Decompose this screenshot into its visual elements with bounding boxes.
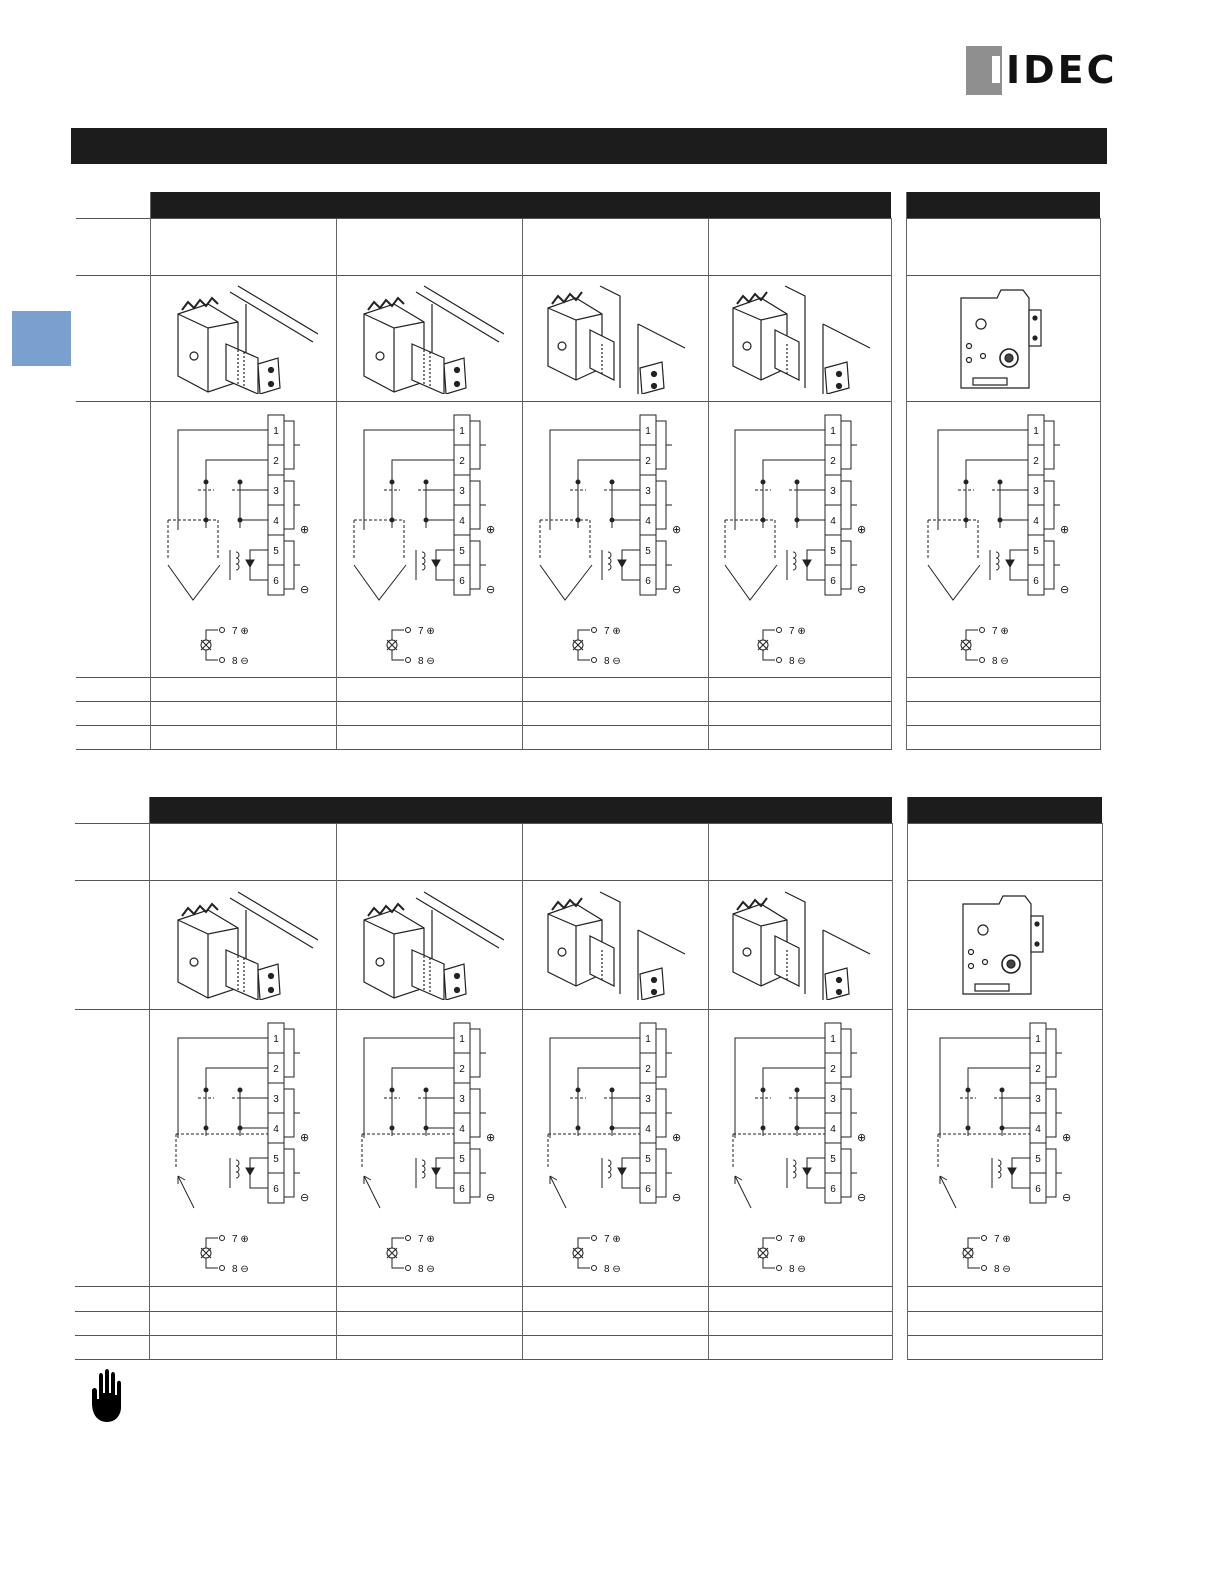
terminal-label: 7 ⊕ [418,625,435,637]
terminal-label: 3 [645,485,651,497]
terminal-label: 6 [272,1184,279,1195]
switch-illustration [522,276,708,402]
terminal-label: 8 ⊖ [232,655,249,667]
plus-icon: ⊕ [486,522,496,536]
terminal-label: 3 [459,485,465,497]
wiring-diagram [708,402,891,678]
terminal-label: 3 [645,1094,651,1105]
switch-illustration [522,881,708,1010]
column-header [149,797,336,824]
terminal-label: 2 [830,1064,836,1075]
terminal-label: 8 ⊖ [788,655,806,667]
illustration-row [75,881,1102,1010]
terminal-label: 3 [273,485,279,497]
section-side-tab [12,311,71,366]
minus-icon: ⊖ [856,582,866,596]
plus-icon: ⊕ [300,522,310,536]
model-row [75,824,1102,881]
terminal-label: 1 [829,425,836,437]
terminal-label: 8 ⊖ [789,1264,806,1275]
terminal-label: 6 [645,575,651,587]
terminal-label: 3 [830,1094,836,1105]
terminal-label: 6 [459,1184,465,1195]
terminal-label: 1 [645,425,651,437]
terminal-label: 1 [830,1034,836,1045]
spec-row [75,1287,1102,1312]
terminal-label: 8 ⊖ [231,1264,249,1275]
wiring-diagram [907,1010,1102,1287]
plus-icon: ⊕ [486,1131,496,1144]
terminal-label: 7 ⊕ [231,1234,249,1245]
column-header [522,797,708,824]
terminal-label: 4 [459,515,465,527]
terminal-label: 7 ⊕ [992,625,1009,637]
plus-icon: ⊕ [856,522,866,536]
minus-icon: ⊖ [672,582,682,596]
terminal-label: 7 ⊕ [604,1234,621,1245]
terminal-label: 1 [645,1034,651,1045]
terminal-label: 4 [459,1124,465,1135]
spec-table-1 [76,192,1101,750]
minus-icon: ⊖ [486,1191,496,1204]
illustration-row [76,276,1100,402]
hand-stop-icon [86,1369,126,1423]
terminal-label: 4 [273,515,279,527]
plus-icon: ⊕ [1060,522,1070,536]
wiring-diagram [522,1010,708,1287]
plus-icon: ⊕ [857,1131,867,1144]
spec-row [76,726,1100,750]
minus-icon: ⊖ [857,1191,867,1204]
column-header [150,192,336,219]
terminal-label: 6 [459,575,465,587]
switch-illustration [907,881,1102,1010]
terminal-label: 5 [1033,545,1039,557]
terminal-label: 1 [272,1034,279,1045]
column-header [336,192,522,219]
switch-illustration [336,276,522,402]
switch-illustration [150,276,336,402]
terminal-label: 5 [272,1154,279,1165]
terminal-label: 6 [273,575,279,587]
terminal-label: 6 [1033,575,1039,587]
terminal-label: 1 [1034,1034,1041,1045]
spec-row [75,1312,1102,1336]
wiring-diagram [336,402,522,678]
terminal-label: 7 ⊕ [789,1234,806,1245]
terminal-label: 4 [1034,1124,1041,1135]
minus-icon: ⊖ [300,582,310,596]
terminal-label: 2 [645,1064,651,1075]
terminal-label: 8 ⊖ [604,655,621,667]
terminal-label: 6 [830,1184,836,1195]
spec-row [75,1336,1102,1360]
terminal-label: 2 [272,1064,279,1075]
minus-icon: ⊖ [672,1191,682,1204]
column-header [708,192,891,219]
terminal-label: 8 ⊖ [604,1264,621,1275]
terminal-label: 1 [459,1034,465,1045]
wiring-diagram [149,1010,336,1287]
wiring-diagram [906,402,1100,678]
terminal-label: 2 [645,455,651,467]
minus-icon: ⊖ [486,582,496,596]
spec-table-2 [75,797,1103,1360]
logo-mark-bar [992,56,1000,83]
switch-illustration [336,881,522,1010]
terminal-label: 2 [459,1064,465,1075]
terminal-label: 3 [1033,485,1039,497]
terminal-label: 8 ⊖ [992,655,1009,667]
terminal-label: 7 ⊕ [232,625,249,637]
terminal-label: 4 [645,515,651,527]
logo-text: IDEC [1006,48,1118,92]
spec-row [76,678,1100,702]
terminal-label: 5 [459,545,465,557]
column-header [336,797,522,824]
terminal-label: 7 ⊕ [604,625,621,637]
terminal-label: 4 [272,1124,279,1135]
wiring-diagram [522,402,708,678]
column-header [906,192,1100,219]
terminal-label: 2 [459,455,465,467]
terminal-label: 7 ⊕ [788,625,806,637]
plus-icon: ⊕ [1061,1131,1071,1144]
switch-illustration [149,881,336,1010]
wiring-row [76,402,1100,678]
terminal-label: 8 ⊖ [418,1264,435,1275]
minus-icon: ⊖ [299,1191,309,1204]
terminal-label: 4 [1033,515,1039,527]
section-title-bar [71,128,1107,164]
terminal-label: 8 ⊖ [418,655,435,667]
wiring-row [75,1010,1102,1287]
switch-illustration [708,276,891,402]
column-header [522,192,708,219]
minus-icon: ⊖ [1060,582,1070,596]
terminal-label: 8 ⊖ [993,1264,1011,1275]
column-header [907,797,1102,824]
terminal-label: 5 [830,1154,836,1165]
plus-icon: ⊕ [672,522,682,536]
terminal-label: 1 [459,425,465,437]
terminal-label: 2 [1034,1064,1041,1075]
terminal-label: 5 [459,1154,465,1165]
terminal-label: 5 [1034,1154,1041,1165]
terminal-label: 7 ⊕ [993,1234,1011,1245]
column-header [708,797,892,824]
wiring-diagram [336,1010,522,1287]
spec-row [76,702,1100,726]
terminal-label: 5 [645,545,651,557]
terminal-label: 6 [1034,1184,1041,1195]
terminal-label: 5 [645,1154,651,1165]
terminal-label: 5 [829,545,836,557]
wiring-diagram [708,1010,892,1287]
terminal-label: 3 [272,1094,279,1105]
terminal-label: 4 [829,515,836,527]
terminal-label: 3 [829,485,836,497]
terminal-label: 2 [273,455,279,467]
terminal-label: 3 [1034,1094,1041,1105]
terminal-label: 5 [273,545,279,557]
terminal-label: 6 [645,1184,651,1195]
terminal-label: 4 [645,1124,651,1135]
terminal-label: 6 [829,575,836,587]
minus-icon: ⊖ [1061,1191,1071,1204]
plus-icon: ⊕ [672,1131,682,1144]
plus-icon: ⊕ [299,1131,309,1144]
wiring-diagram [150,402,336,678]
switch-illustration [906,276,1100,402]
terminal-label: 2 [1033,455,1039,467]
terminal-label: 2 [829,455,836,467]
terminal-label: 3 [459,1094,465,1105]
terminal-label: 1 [273,425,279,437]
terminal-label: 7 ⊕ [418,1234,435,1245]
idec-logo [966,46,1118,96]
terminal-label: 4 [830,1124,836,1135]
model-row [76,219,1100,276]
terminal-label: 1 [1033,425,1039,437]
switch-illustration [708,881,892,1010]
